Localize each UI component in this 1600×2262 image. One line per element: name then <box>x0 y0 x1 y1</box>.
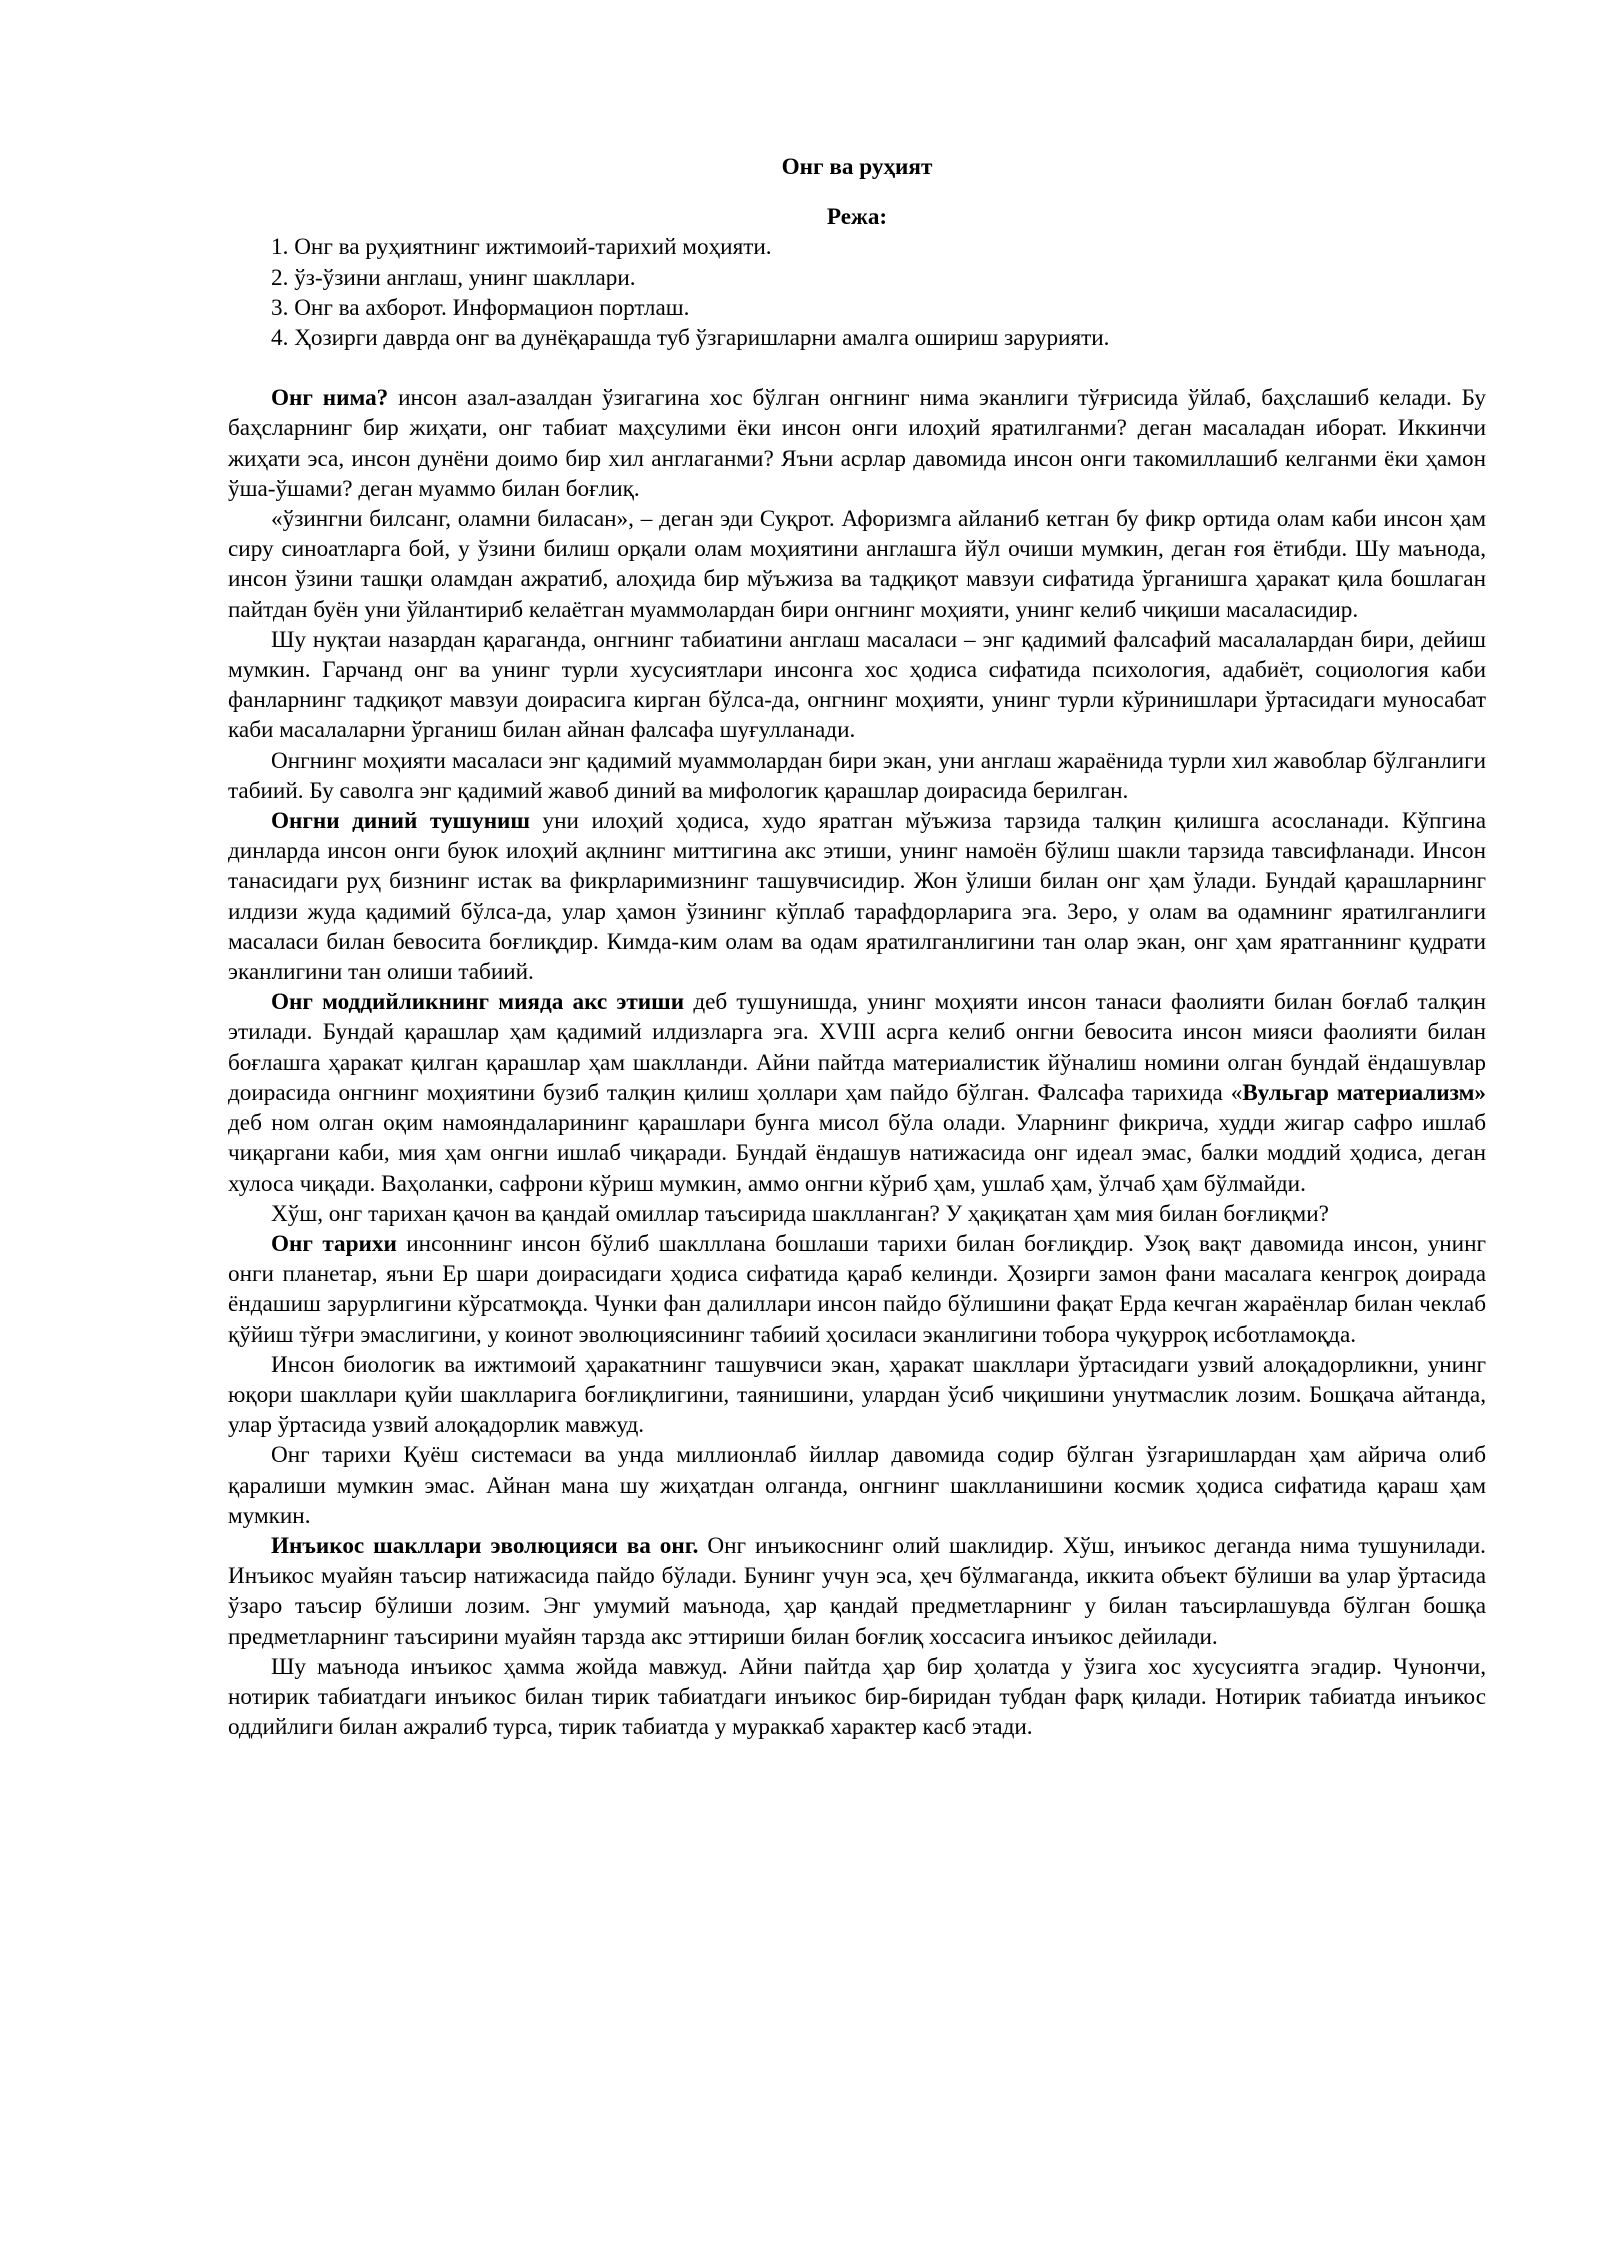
bold-term: Онг тарихи <box>271 1230 397 1257</box>
paragraph-text: Онг тарихи Қуёш системаси ва унда миллионлаб йиллар давомида содир бўлган ўзгаришлардан ҳам айрича олиб қаралиши мумкин эмас. Айнан мана шу жиҳатдан олганда, онгнинг шаклланишини космик ҳодиса сифатида қараш ҳам мумкин. <box>228 1442 1486 1529</box>
bold-term: Онгни диний тушуниш <box>271 808 530 835</box>
paragraph-text: инсоннинг инсон бўлиб шаклллана бошлаши тарихи билан боғлиқдир. Узоқ вақт давомида инсон, унинг онги планетар, яъни Ер шари доирасидаги ҳодиса сифатида қараб келинди. Ҳозирги замон фани масалага кенгроқ доирада ёндашиш зарурлигини кўрсатмоқда. Чунки фан далиллари инсон пайдо бўлишини фақат Ерда кечган жараёнлар билан чеклаб қўйиш тўғри эмаслигини, у коинот эволюциясининг табиий ҳосиласи эканлигини тобора чуқурроқ исботламоқда. <box>228 1230 1487 1348</box>
plan-item: 3. Онг ва ахборот. Информацион портлаш. <box>271 294 690 321</box>
paragraph-text: Онгнинг моҳияти масаласи энг қадимий муаммолардан бири экан, уни англаш жараёнида турли хил жавоблар бўлганлиги табиий. Бу саволга энг қадимий жавоб диний ва мифологик қарашлар доирасида берилган. <box>228 747 1486 804</box>
bold-term: Вульгар материализм» <box>1242 1079 1486 1106</box>
body-paragraph <box>228 1440 1486 1531</box>
paragraph-text: «ўзингни билсанг, оламни биласан», – деган эди Суқрот. Афоризмга айланиб кетган бу фикр ортида олам каби инсон ҳам сиру синоатларга бой, у ўзини билиш орқали олам моҳиятини англашга йўл очиши мумкин, деган ғоя ётибди. Шу маънода, инсон ўзини ташқи оламдан ажратиб, алоҳида бир мўъжиза ва тадқиқот мавзуи сифатида ўрганишга ҳаракат қила бошлаган пайтдан буён уни ўйлантириб келаётган муаммолардан бири онгнинг моҳияти, унинг келиб чиқиши масаласидир. <box>228 506 1486 623</box>
document-page <box>228 152 1486 1742</box>
plan-item: 1. Онг ва руҳиятнинг ижтимоий-тарихий моҳияти. <box>271 234 772 261</box>
body-paragraph <box>228 504 1486 625</box>
body-paragraph <box>228 806 1486 987</box>
document-title: Онг ва руҳият <box>781 154 933 180</box>
body-paragraph <box>228 987 1486 1198</box>
body-paragraph <box>228 746 1486 806</box>
plan-heading: Режа: <box>826 204 888 231</box>
paragraph-text: деб ном олган оқим намояндаларининг қарашлари бунга мисол бўла олади. Уларнинг фикрича, худди жигар сафро ишлаб чиқаргани каби, мия ҳам онгни ишлаб чиқаради. Бундай ёндашув натижасида онг идеал эмас, балки моддий ҳодиса, деган хулоса чиқади. Ваҳоланки, сафрони кўриш мумкин, аммо онгни кўриб ҳам, ушлаб ҳам, ўлчаб ҳам бўлмайди. <box>228 1110 1486 1197</box>
paragraph-text: Хўш, онг тарихан қачон ва қандай омиллар таъсирида шаклланган? У ҳақиқатан ҳам мия билан боғлиқми? <box>271 1200 1329 1227</box>
paragraph-text: уни илоҳий ҳодиса, худо яратган мўъжиза тарзида талқин қилишга асосланади. Кўпгина динларда инсон онги буюк илоҳий ақлнинг миттигина акс этиши, унинг намоён бўлиш шакли тарзида тавсифланади. Инсон танасидаги руҳ бизнинг истак ва фикрларимизнинг ташувчисидир. Жон ўлиши билан онг ҳам ўлади. Бундай қарашларнинг илдизи жуда қадимий бўлса-да, улар ҳамон ўзининг кўплаб тарафдорларига эга. Зеро, у олам ва одамнинг яратилганлиги масаласи билан бевосита боғлиқдир. Кимда-ким олам ва одам яратилганлигини тан олар экан, онг ҳам яратганнинг қудрати эканлигини тан олиши табиий. <box>228 808 1486 986</box>
paragraph-text: Шу нуқтаи назардан қараганда, онгнинг табиатини англаш масаласи – энг қадимий фалсафий масалалардан бири, дейиш мумкин. Гарчанд онг ва унинг турли хусусиятлари инсонга хос ҳодиса сифатида психология, адабиёт, социология каби фанларнинг тадқиқот мавзуи доирасига кирган бўлса-да, онгнинг моҳияти, унинг турли кўринишлари ўртасидаги муносабат каби масалаларни ўрганиш билан айнан фалсафа шуғулланади. <box>228 626 1486 744</box>
body-paragraph <box>228 383 1486 504</box>
body-paragraph <box>228 1531 1486 1652</box>
bold-term: Онг нима? <box>271 385 389 412</box>
body-text <box>228 383 1486 1742</box>
paragraph-text: Шу маънода инъикос ҳамма жойда мавжуд. Айни пайтда ҳар бир ҳолатда у ўзига хос хусусиятга эгадир. Чунончи, нотирик табиатдаги инъикос билан тирик табиатдаги инъикос бир-биридан тубдан фарқ қилади. Нотирик табиатда инъикос оддийлиги билан ажралиб турса, тирик табиатда у мураккаб характер касб этади. <box>228 1653 1486 1741</box>
plan-item: 4. Ҳозирги даврда онг ва дунёқарашда туб ўзгаришларни амалга ошириш зарурияти. <box>271 325 1110 352</box>
paragraph-text: инсон азал-азалдан ўзигагина хос бўлган онгнинг нима эканлиги тўғрисида ўйлаб, баҳслашиб келади. Бу баҳсларнинг бир жиҳати, онг табиат маҳсулими ёки инсон онги илоҳий яратилганми? деган масаладан иборат. Иккинчи жиҳати эса, инсон дунёни доимо бир хил англаганми? Яъни асрлар давомида инсон онги такомиллашиб келганми ёки ҳамон ўша-ўшами? деган муаммо билан боғлиқ. <box>228 385 1486 502</box>
body-paragraph <box>228 1350 1486 1441</box>
plan-list <box>228 232 1486 353</box>
bold-term: Онг моддийликнинг мияда акс этиши <box>271 989 685 1016</box>
plan-item: 2. ўз-ўзини англаш, унинг шакллари. <box>271 264 636 291</box>
bold-term: Инъикос шакллари эволюцияси ва онг. <box>271 1532 699 1559</box>
body-paragraph <box>228 625 1486 746</box>
paragraph-text: Онг инъикоснинг олий шаклидир. Хўш, инъикос деганда нима тушунилади. Инъикос муайян таъсир натижасида пайдо бўлади. Бунинг учун эса, ҳеч бўлмаганда, иккита объект бўлиши ва улар ўртасида ўзаро таъсир бўлиши лозим. Энг умумий маънода, ҳар қандай предметларнинг у билан таъсирлашувда бўлган бошқа предметларнинг таъсирини муайян тарзда акс эттириши билан боғлиқ хоссасига инъикос дейилади. <box>228 1532 1486 1650</box>
paragraph-text: деб тушунишда, унинг моҳияти инсон танаси фаолияти билан боғлаб талқин этилади. Бундай қарашлар ҳам қадимий илдизларга эга. XVIII асрга келиб онгни бевосита инсон мияси фаолияти билан боғлашга ҳаракат қилган қарашлар ҳам шаклланди. Айни пайтда материалистик йўналиш номини олган бундай ёндашувлар доирасида онгнинг моҳиятини бузиб талқин қилиш ҳоллари ҳам пайдо бўлган. Фалсафа тарихида « <box>228 989 1486 1106</box>
body-paragraph <box>228 1199 1486 1229</box>
body-paragraph <box>228 1229 1486 1350</box>
paragraph-text: Инсон биологик ва ижтимоий ҳаракатнинг ташувчиси экан, ҳаракат шакллари ўртасидаги узвий алоқадорликни, унинг юқори шакллари қуйи шаклларига боғлиқлигини, таянишини, улардан ўсиб чиқишини унутмаслик лозим. Бошқача айтанда, улар ўртасида узвий алоқадорлик мавжуд. <box>228 1351 1486 1439</box>
body-paragraph <box>228 1652 1486 1743</box>
